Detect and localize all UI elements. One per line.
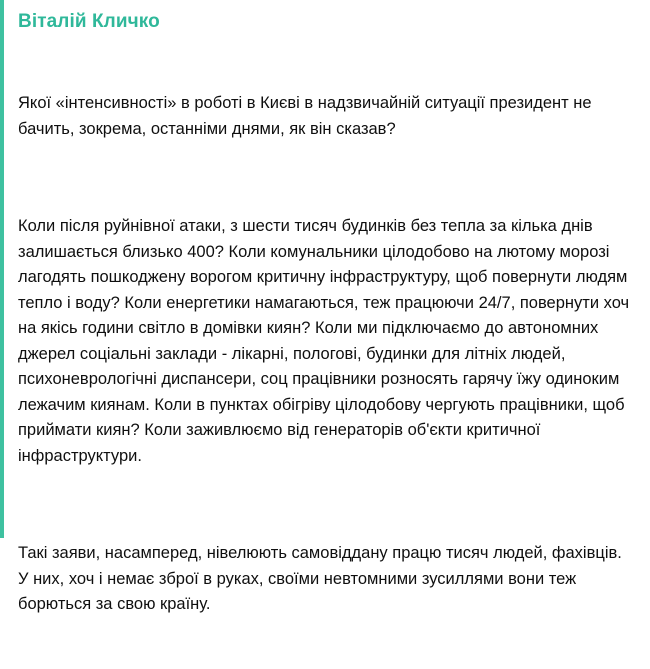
message-body [18,40,634,669]
message-paragraph: Такі заяви, насамперед, нівелюють самовіддану працю тисяч людей, фахівців. У них, хоч і немає зброї в руках, своїми невтомними зусиллями вони теж борються за свою країну. [18,544,627,613]
message-paragraph: Якої «інтенсивності» в роботі в Києві в надзвичайній ситуації президент не бачить, зокрема, останніми днями, як він сказав? [18,94,597,138]
message-author: Віталій Кличко [18,11,160,32]
message-accent-bar [0,0,4,538]
message-paragraph: Коли після руйнівної атаки, з шести тисяч будинків без тепла за кілька днів залишається близько 400? Коли комунальники цілодобово на лютому морозі лагодять пошкоджену ворогом критичну інфраструктуру, щоб повернути людям тепло і воду? Коли енергетики намагаються, теж працюючи 24/7, повернути хоч на якісь години світло в домівки киян? Коли ми підключаємо до автономних джерел соціальні заклади - лікарні, пологові, будинки для літніх людей, психоневрологічні диспансери, соц працівники розносять гарячу їжу одиноким лежачим киянам. Коли в пунктах обігріву цілодобову чергують працівники, щоб приймати киян? Коли заживлюємо від генераторів об'єкти критичної інфраструктури. [18,217,634,465]
